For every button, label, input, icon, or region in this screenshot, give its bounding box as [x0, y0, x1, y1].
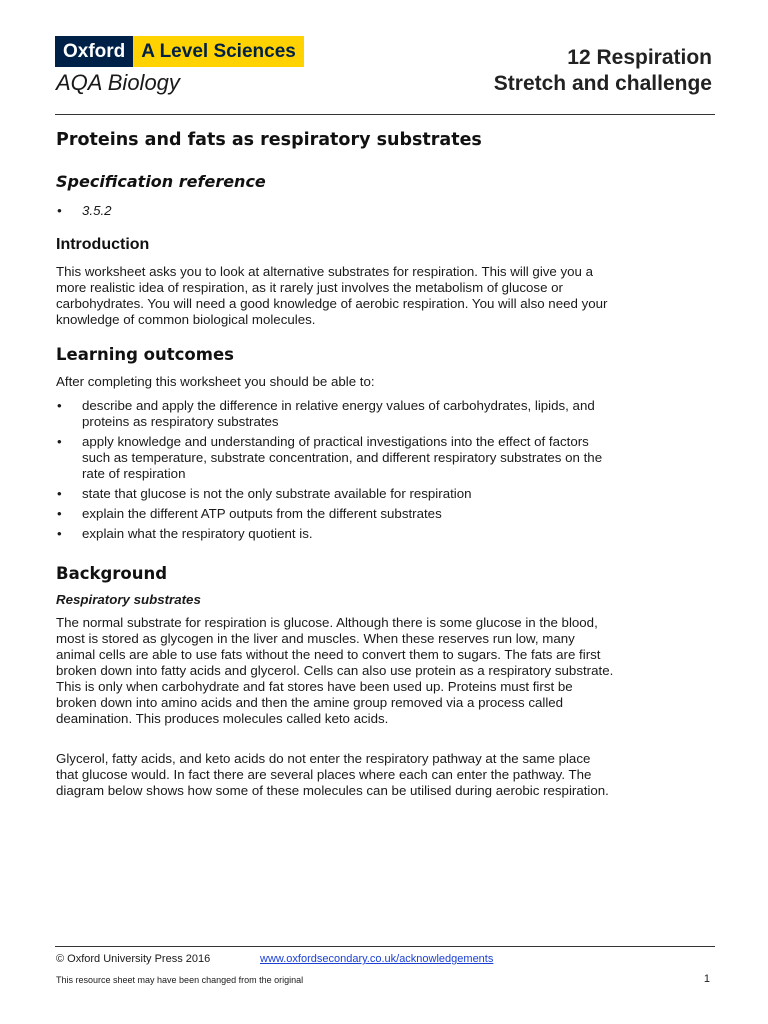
header-divider [55, 114, 715, 115]
background-subheading: Respiratory substrates [56, 592, 201, 607]
logo-oxford: Oxford [55, 36, 133, 67]
introduction-text: This worksheet asks you to look at alternative substrates for respiration. This will give you a more realistic idea of respiration, as it rarely just involves the metabolism of glucose or carbohydrates. You will need a good knowledge of aerobic respiration. You will also need your knowledge of common biological molecules. [56, 264, 608, 327]
background-heading: Background [56, 564, 168, 583]
introduction-heading: Introduction [56, 236, 150, 253]
background-para-1: The normal substrate for respiration is glucose. Although there is some glucose in the blood, most is stored as glycogen in the liver and muscles. When these reserves run low, many animal cells are able to use fats without the need to convert them to sugars. The fats are first broken down into fatty acids and glycerol. Cells can also use protein as a respiratory substrate. This is only when carbohydrate and fat stores have been used up. Proteins must first be broken down into amino acids and then the amine group removed via a process called deamination. This produces molecules called keto acids. [56, 615, 614, 726]
list-item [56, 203, 112, 219]
learning-outcomes-heading: Learning outcomes [56, 345, 234, 364]
page-title: Proteins and fats as respiratory substrates [56, 130, 482, 150]
logo-series: A Level Sciences [133, 36, 304, 67]
bullet-icon: • [57, 203, 62, 218]
footer-divider [55, 946, 715, 947]
oxford-logo [55, 36, 304, 67]
outcome-text: apply knowledge and understanding of practical investigations into the effect of factors such as temperature, substrate concentration, and different respiratory substrates on the rate of respiration [82, 434, 603, 481]
spec-list [56, 203, 112, 223]
chapter-line-1: 12 Respiration [567, 46, 712, 69]
spec-item: 3.5.2 [82, 203, 112, 218]
learning-outcomes-list [56, 398, 616, 546]
list-item [56, 526, 616, 542]
chapter-line-2: Stretch and challenge [493, 72, 712, 95]
outcome-text: describe and apply the difference in relative energy values of carbohydrates, lipids, and proteins as respiratory substrates [82, 398, 595, 429]
list-item [56, 486, 616, 502]
subject-title: AQA Biology [56, 70, 180, 95]
footer-copyright: © Oxford University Press 2016 [56, 953, 211, 965]
outcome-text: explain what the respiratory quotient is. [82, 526, 313, 541]
learning-outcomes-intro: After completing this worksheet you should be able to: [56, 374, 375, 389]
bullet-icon: • [57, 398, 62, 413]
acknowledgements-link[interactable]: www.oxfordsecondary.co.uk/acknowledgements [260, 953, 494, 965]
list-item [56, 506, 616, 522]
outcome-text: explain the different ATP outputs from the different substrates [82, 506, 442, 521]
footer-note: This resource sheet may have been changed from the original [56, 975, 304, 985]
chapter-title [494, 45, 712, 97]
list-item [56, 398, 616, 430]
page-number: 1 [703, 973, 710, 985]
outcome-text: state that glucose is not the only substrate available for respiration [82, 486, 472, 501]
bullet-icon: • [57, 486, 62, 501]
list-item [56, 434, 616, 482]
spec-heading: Specification reference [56, 172, 266, 191]
background-para-2: Glycerol, fatty acids, and keto acids do not enter the respiratory pathway at the same place that glucose would. In fact there are several places where each can enter the pathway. The diagram below shows how some of these molecules can be utilised during aerobic respiration. [56, 751, 609, 798]
bullet-icon: • [57, 526, 62, 541]
bullet-icon: • [57, 434, 62, 449]
bullet-icon: • [57, 506, 62, 521]
